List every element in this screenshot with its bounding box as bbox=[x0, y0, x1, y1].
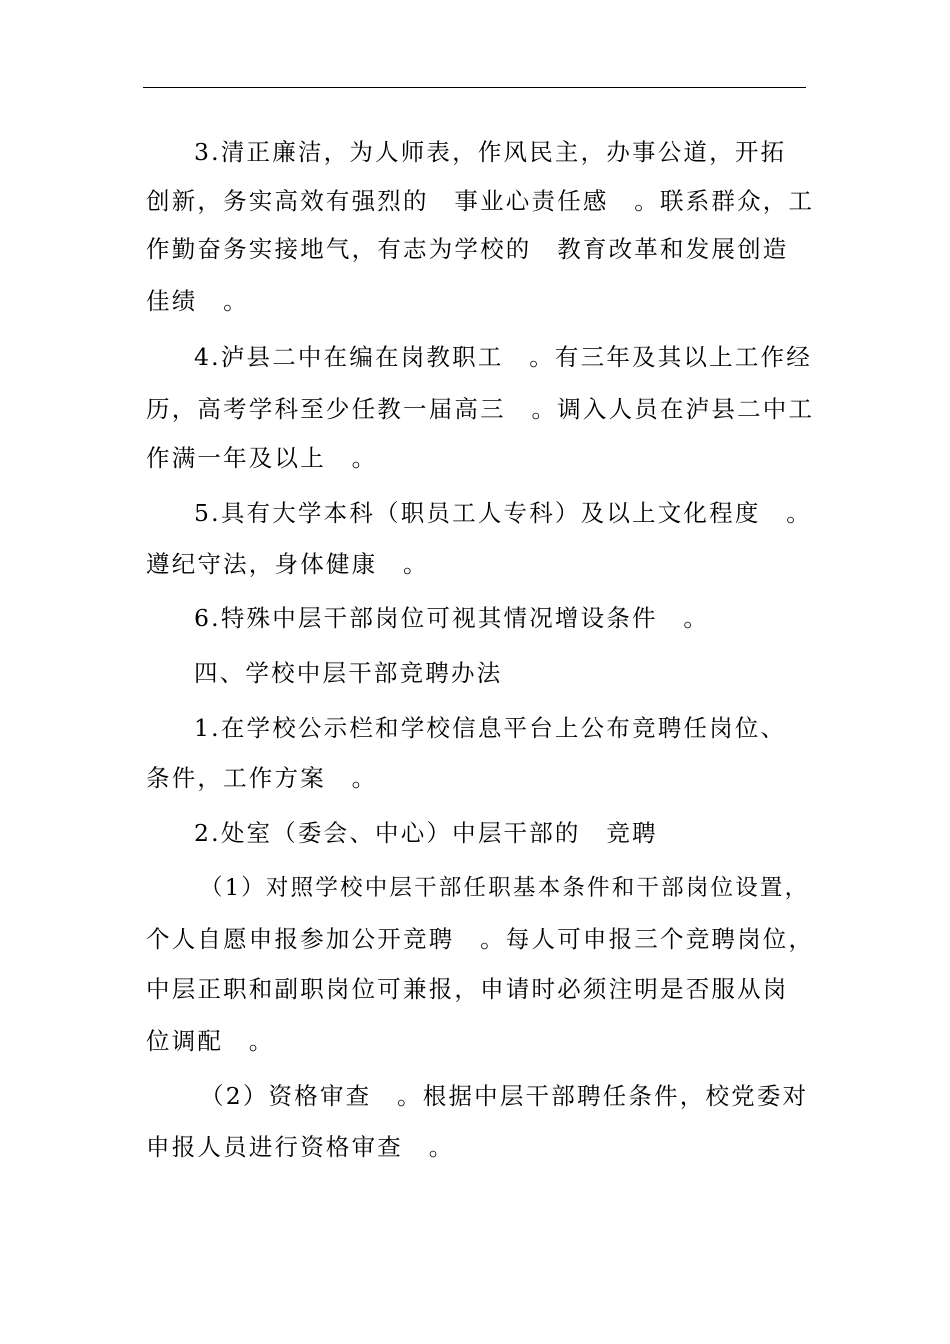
paragraph-line: 申报人员进行资格审查 。 bbox=[146, 1133, 455, 1161]
paragraph-line: （2）资格审查 。根据中层干部聘任条件，校党委对 bbox=[200, 1082, 809, 1110]
paragraph-line: 中层正职和副职岗位可兼报，申请时必须注明是否服从岗 bbox=[146, 975, 789, 1003]
paragraph-line: 作满一年及以上 。 bbox=[146, 444, 378, 472]
paragraph-line: 创新，务实高效有强烈的 事业心责任感 。联系群众，工 bbox=[146, 187, 815, 215]
paragraph-line: 4.泸县二中在编在岗教职工 。有三年及其以上工作经 bbox=[194, 343, 812, 371]
paragraph-line: 历，高考学科至少任教一届高三 。调入人员在泸县二中工 bbox=[146, 395, 815, 423]
paragraph-line: 个人自愿申报参加公开竞聘 。每人可申报三个竞聘岗位， bbox=[146, 925, 815, 953]
paragraph-line: 遵纪守法，身体健康 。 bbox=[146, 550, 429, 578]
paragraph-line: 6.特殊中层干部岗位可视其情况增设条件 。 bbox=[194, 604, 710, 632]
header-rule bbox=[143, 87, 806, 88]
paragraph-line: 位调配 。 bbox=[146, 1027, 275, 1055]
paragraph-line: 3.清正廉洁，为人师表，作风民主，办事公道，开拓 bbox=[194, 138, 787, 166]
paragraph-line: （1）对照学校中层干部任职基本条件和干部岗位设置， bbox=[200, 875, 810, 901]
section-heading: 四、学校中层干部竞聘办法 bbox=[194, 659, 503, 687]
paragraph-line: 5.具有大学本科（职员工人专科）及以上文化程度 。 bbox=[194, 499, 812, 527]
paragraph-line: 条件，工作方案 。 bbox=[146, 764, 378, 792]
paragraph-line: 作勤奋务实接地气，有志为学校的 教育改革和发展创造 bbox=[146, 235, 789, 263]
paragraph-line: 2.处室（委会、中心）中层干部的 竞聘 bbox=[194, 819, 658, 847]
paragraph-line: 1.在学校公示栏和学校信息平台上公布竞聘任岗位、 bbox=[194, 714, 787, 742]
paragraph-line: 佳绩 。 bbox=[146, 287, 249, 315]
